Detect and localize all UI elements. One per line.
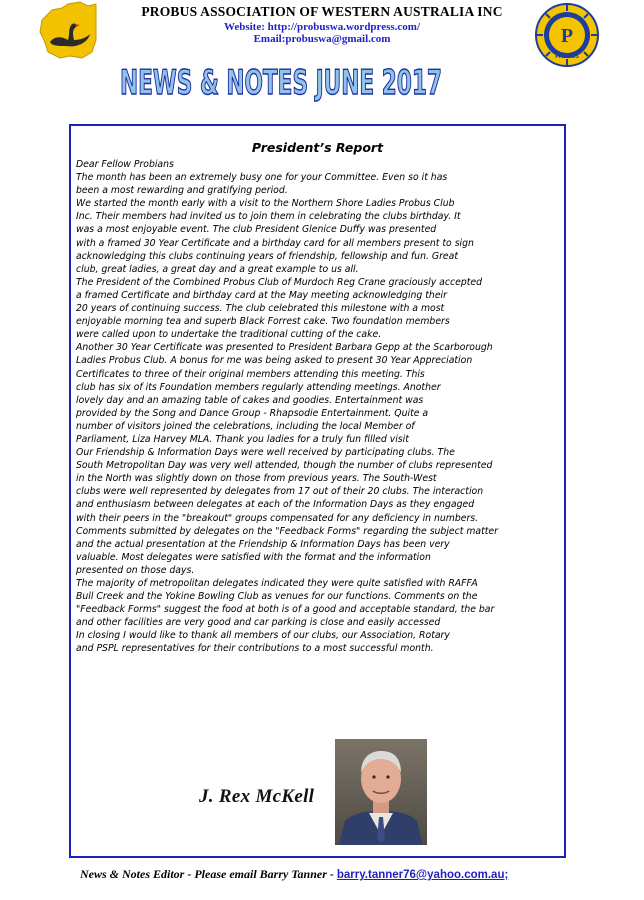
report-line: and enthusiasm between delegates at each of the Information Days as they engaged xyxy=(76,499,475,511)
report-line: a framed Certificate and birthday card at the May meeting acknowledging their xyxy=(76,289,447,301)
report-line: with their peers in the "breakout" groups compensated for any deficiency in numbers. xyxy=(76,512,479,524)
report-line: The President of the Combined Probus Club of Murdoch Reg Crane graciously accepted xyxy=(76,276,482,288)
report-line: In closing I would like to thank all members of our clubs, our Association, Rotary xyxy=(76,630,450,642)
report-line: number of visitors joined the celebrations, including the local Member of xyxy=(76,420,415,432)
report-line: were called upon to undertake the traditional cutting of the cake. xyxy=(76,329,382,341)
report-line: Certificates to three of their original members attending this meeting. This xyxy=(76,368,425,380)
footer-editor-text: News & Notes Editor - Please email Barry Tanner - xyxy=(80,867,337,881)
masthead-title xyxy=(116,52,446,108)
report-line: Dear Fellow Probians xyxy=(76,159,174,170)
footer xyxy=(80,867,620,882)
report-line: The month has been an extremely busy one for your Committee. Even so it has xyxy=(76,172,448,184)
probus-emblem-text: PROBUS xyxy=(555,54,579,60)
editor-email-link[interactable]: barry.tanner76@yahoo.com.au; xyxy=(336,869,509,881)
association-name: PROBUS ASSOCIATION OF WESTERN AUSTRALIA INC xyxy=(141,4,503,19)
report-title: President’s Report xyxy=(251,140,384,155)
report-line: provided by the Song and Dance Group - Rhapsodie Entertainment. Quite a xyxy=(76,407,429,419)
report-body xyxy=(76,158,562,656)
report-line: and the actual presentation at the Friendship & Information Days has been very xyxy=(76,538,450,550)
report-line: been a most rewarding and gratifying period. xyxy=(76,185,288,197)
report-line: and other facilities are very good and car parking is close and easily accessed xyxy=(76,617,441,629)
association-email[interactable]: Email:probuswa@gmail.com xyxy=(253,33,391,45)
report-line: and PSPL representatives for their contributions to a most successful month. xyxy=(76,643,434,655)
association-website[interactable]: Website: http://probuswa.wordpress.com/ xyxy=(223,21,421,33)
report-line: acknowledging this clubs continuing years of friendship, fellowship and fun. Great xyxy=(76,250,458,262)
report-line: valuable. Most delegates were satisfied with the format and the information xyxy=(76,551,431,563)
report-line: Our Friendship & Information Days were well received by participating clubs. The xyxy=(76,447,455,459)
report-line: club, great ladies, a great day and a great example to us all. xyxy=(76,263,359,275)
report-line: Comments submitted by delegates on the "Feedback Forms" regarding the subject matter xyxy=(76,525,498,537)
report-line: The majority of metropolitan delegates indicated they were quite satisfied with RAFFA xyxy=(76,578,478,589)
probus-emblem-letter: P xyxy=(560,25,574,47)
report-line: with a framed 30 Year Certificate and a birthday card for all members present to sign xyxy=(76,237,474,249)
report-line: 20 years of continuing success. The club celebrated this milestone with a most xyxy=(76,303,445,315)
report-line: lovely day and an amazing table of cakes and goodies. Entertainment was xyxy=(76,394,424,406)
president-portrait-photo-icon xyxy=(335,739,427,845)
report-line: in the North was slightly down on those from previous years. The South-West xyxy=(76,473,437,485)
report-line: club has six of its Foundation members regularly attending meetings. Another xyxy=(76,381,441,393)
report-line: enjoyable morning tea and superb Black Forrest cake. Two foundation members xyxy=(76,316,450,328)
report-line: presented on those days. xyxy=(76,564,195,576)
report-line: South Metropolitan Day was very well attended, though the number of clubs represented xyxy=(76,460,493,472)
report-line: Inc. Their members had invited us to join them in celebrating the clubs birthday. It xyxy=(76,211,461,223)
presidents-report-panel xyxy=(69,124,566,858)
report-line: Another 30 Year Certificate was presented to President Barbara Gepp at the Scarborough xyxy=(76,342,493,354)
report-line: Bull Creek and the Yokine Bowling Club as venues for our functions. Comments on the xyxy=(76,591,478,603)
report-line: "Feedback Forms" suggest the food at both is of a good and acceptable standard, the bar xyxy=(76,604,495,616)
report-line: clubs were well represented by delegates from 17 out of their 20 clubs. The interaction xyxy=(76,486,484,498)
report-line: Parliament, Liza Harvey MLA. Thank you ladies for a truly fun filled visit xyxy=(76,433,409,445)
report-line: was a most enjoyable event. The club President Glenice Duffy was presented xyxy=(76,224,437,236)
president-signature: J. Rex McKell xyxy=(199,786,315,807)
masthead-title-text: NEWS & NOTES JUNE 2017 xyxy=(120,63,442,103)
report-line: We started the month early with a visit to the Northern Shore Ladies Probus Club xyxy=(76,198,455,210)
report-line: Ladies Probus Club. A bonus for me was being asked to present 30 Year Appreciation xyxy=(76,355,473,367)
